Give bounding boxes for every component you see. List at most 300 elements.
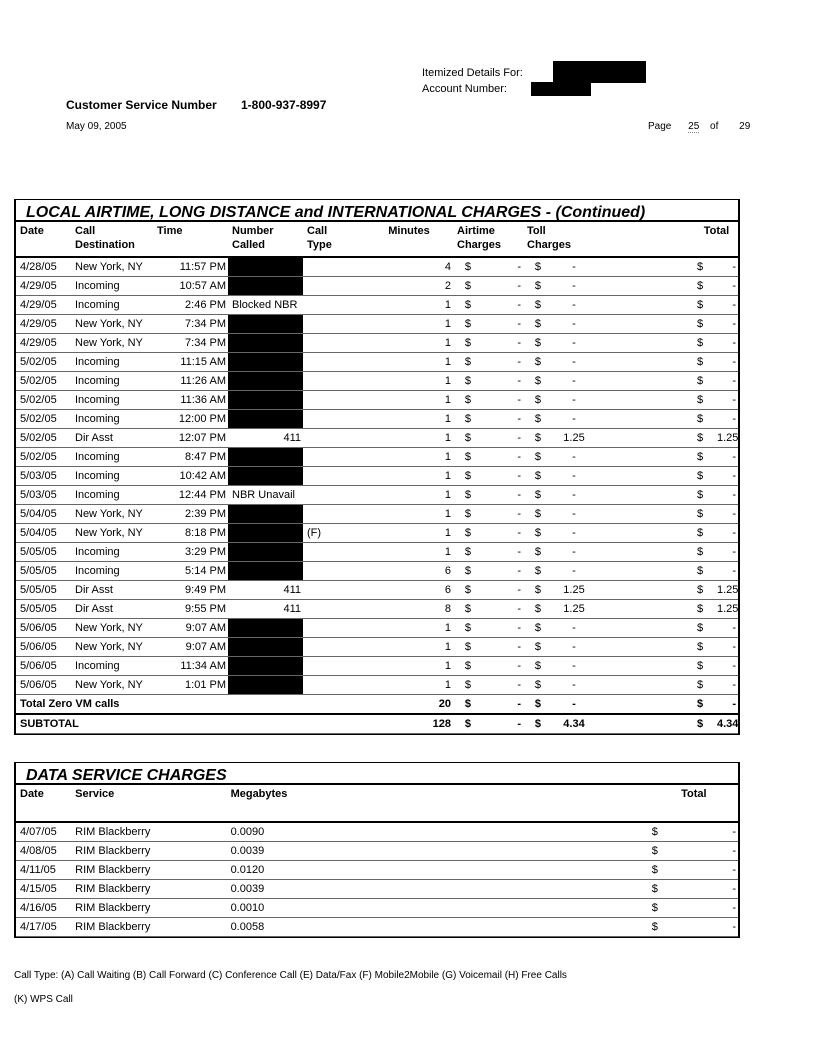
number-called: Blocked NBR bbox=[228, 296, 303, 315]
wps-call-legend: (K) WPS Call bbox=[14, 994, 73, 1005]
total-charge: - bbox=[713, 543, 738, 562]
airtime-currency: $ bbox=[453, 619, 473, 638]
total-charge: 1.25 bbox=[713, 581, 738, 600]
airtime-currency: $ bbox=[453, 277, 473, 296]
call-time: 11:36 AM bbox=[153, 391, 228, 410]
call-minutes: 1 bbox=[363, 353, 453, 372]
data-total-currency: $ bbox=[648, 822, 688, 842]
toll-currency: $ bbox=[523, 581, 543, 600]
total-currency: $ bbox=[693, 562, 713, 581]
call-destination: Dir Asst bbox=[71, 581, 153, 600]
subtotal-row-label: SUBTOTAL bbox=[16, 714, 363, 734]
airtime-currency: $ bbox=[453, 429, 473, 448]
airtime-currency: $ bbox=[453, 467, 473, 486]
call-destination: New York, NY bbox=[71, 505, 153, 524]
airtime-charge: - bbox=[473, 257, 523, 277]
calls-header-row bbox=[16, 222, 738, 257]
toll-charge: - bbox=[543, 353, 603, 372]
call-date: 5/03/05 bbox=[16, 486, 71, 505]
data-row bbox=[16, 880, 738, 899]
data-total: - bbox=[688, 880, 738, 899]
airtime-charge: - bbox=[473, 524, 523, 543]
redacted-number bbox=[228, 543, 303, 562]
airtime-charge: - bbox=[473, 429, 523, 448]
call-date: 5/05/05 bbox=[16, 543, 71, 562]
call-destination: Incoming bbox=[71, 448, 153, 467]
total-currency: $ bbox=[693, 657, 713, 676]
toll-charge: - bbox=[543, 315, 603, 334]
toll-charge: - bbox=[543, 334, 603, 353]
call-type bbox=[303, 257, 363, 277]
col-megabytes: Megabytes bbox=[227, 785, 648, 822]
total-charge: - bbox=[713, 467, 738, 486]
toll-currency: $ bbox=[523, 315, 543, 334]
total-charge: 1.25 bbox=[713, 429, 738, 448]
spacer bbox=[603, 714, 693, 734]
toll-currency: $ bbox=[523, 486, 543, 505]
redacted-number bbox=[228, 277, 303, 296]
toll-charge: - bbox=[543, 619, 603, 638]
airtime-charge: - bbox=[473, 372, 523, 391]
spacer bbox=[603, 581, 693, 600]
zero-vm-row-airtime: - bbox=[473, 695, 523, 715]
call-time: 9:07 AM bbox=[153, 619, 228, 638]
total-charge: - bbox=[713, 486, 738, 505]
data-total: - bbox=[688, 918, 738, 937]
call-destination: Incoming bbox=[71, 277, 153, 296]
data-service: RIM Blackberry bbox=[71, 861, 226, 880]
call-row bbox=[16, 315, 738, 334]
toll-currency: $ bbox=[523, 467, 543, 486]
total-charge: - bbox=[713, 334, 738, 353]
airtime-charge: - bbox=[473, 391, 523, 410]
call-type: (F) bbox=[303, 524, 363, 543]
airtime-currency: $ bbox=[453, 410, 473, 429]
call-type bbox=[303, 600, 363, 619]
customer-service-number: 1-800-937-8997 bbox=[241, 98, 327, 112]
total-currency: $ bbox=[693, 277, 713, 296]
col-minutes: Minutes bbox=[363, 222, 453, 257]
data-total: - bbox=[688, 861, 738, 880]
spacer bbox=[603, 486, 693, 505]
airtime-charge: - bbox=[473, 619, 523, 638]
toll-charge: - bbox=[543, 257, 603, 277]
total-charge: - bbox=[713, 296, 738, 315]
redacted-number bbox=[228, 638, 303, 657]
subtotal-row bbox=[16, 714, 738, 734]
data-megabytes: 0.0090 bbox=[227, 822, 648, 842]
total-currency: $ bbox=[693, 505, 713, 524]
call-row bbox=[16, 638, 738, 657]
zero-vm-row bbox=[16, 695, 738, 715]
airtime-charge: - bbox=[473, 638, 523, 657]
call-date: 5/02/05 bbox=[16, 391, 71, 410]
call-destination: New York, NY bbox=[71, 334, 153, 353]
total-currency: $ bbox=[693, 296, 713, 315]
call-date: 4/29/05 bbox=[16, 277, 71, 296]
redacted-number bbox=[228, 448, 303, 467]
airtime-currency: $ bbox=[453, 296, 473, 315]
toll-charge: - bbox=[543, 543, 603, 562]
call-row bbox=[16, 562, 738, 581]
call-row bbox=[16, 581, 738, 600]
airtime-charge: - bbox=[473, 486, 523, 505]
call-destination: New York, NY bbox=[71, 676, 153, 695]
col-number: Number Called bbox=[228, 222, 303, 257]
total-charge: - bbox=[713, 257, 738, 277]
redacted-number bbox=[228, 372, 303, 391]
call-type bbox=[303, 372, 363, 391]
spacer bbox=[603, 353, 693, 372]
call-minutes: 1 bbox=[363, 448, 453, 467]
call-type bbox=[303, 467, 363, 486]
total-charge: - bbox=[713, 391, 738, 410]
data-date: 4/17/05 bbox=[16, 918, 71, 937]
toll-currency: $ bbox=[523, 600, 543, 619]
airtime-charge: - bbox=[473, 410, 523, 429]
airtime-currency: $ bbox=[453, 638, 473, 657]
call-type bbox=[303, 543, 363, 562]
airtime-currency: $ bbox=[453, 353, 473, 372]
customer-service-label: Customer Service Number bbox=[66, 98, 217, 112]
data-total: - bbox=[688, 822, 738, 842]
toll-charge: 1.25 bbox=[543, 600, 603, 619]
call-minutes: 1 bbox=[363, 315, 453, 334]
airtime-currency: $ bbox=[453, 505, 473, 524]
call-destination: Incoming bbox=[71, 467, 153, 486]
section-title: LOCAL AIRTIME, LONG DISTANCE and INTERNATIONAL CHARGES - (Continued) bbox=[16, 200, 738, 222]
spacer bbox=[603, 505, 693, 524]
call-type-legend: Call Type: (A) Call Waiting (B) Call Forward (C) Conference Call (E) Data/Fax (F) Mobile2Mobile (G) Voicemail (H) Free Calls bbox=[14, 970, 567, 981]
total-charge: - bbox=[713, 372, 738, 391]
data-section-title: DATA SERVICE CHARGES bbox=[16, 763, 738, 785]
call-destination: Incoming bbox=[71, 410, 153, 429]
call-date: 5/06/05 bbox=[16, 638, 71, 657]
call-minutes: 1 bbox=[363, 296, 453, 315]
total-currency: $ bbox=[693, 543, 713, 562]
call-date: 5/05/05 bbox=[16, 562, 71, 581]
local-airtime-section bbox=[14, 199, 740, 735]
call-type bbox=[303, 334, 363, 353]
call-row bbox=[16, 296, 738, 315]
call-destination: Dir Asst bbox=[71, 600, 153, 619]
airtime-currency: $ bbox=[453, 543, 473, 562]
data-service: RIM Blackberry bbox=[71, 880, 226, 899]
call-date: 5/06/05 bbox=[16, 657, 71, 676]
toll-charge: - bbox=[543, 638, 603, 657]
redacted-number bbox=[228, 619, 303, 638]
redacted-account-number bbox=[531, 82, 591, 96]
call-destination: New York, NY bbox=[71, 638, 153, 657]
call-time: 7:34 PM bbox=[153, 334, 228, 353]
call-time: 11:34 AM bbox=[153, 657, 228, 676]
call-time: 3:29 PM bbox=[153, 543, 228, 562]
airtime-currency: $ bbox=[453, 448, 473, 467]
data-service: RIM Blackberry bbox=[71, 899, 226, 918]
call-row bbox=[16, 505, 738, 524]
redacted-number bbox=[228, 467, 303, 486]
call-minutes: 1 bbox=[363, 676, 453, 695]
total-currency: $ bbox=[693, 619, 713, 638]
airtime-charge: - bbox=[473, 600, 523, 619]
total-charge: - bbox=[713, 638, 738, 657]
call-date: 4/29/05 bbox=[16, 334, 71, 353]
total-charge: - bbox=[713, 315, 738, 334]
airtime-charge: - bbox=[473, 676, 523, 695]
total-currency: $ bbox=[693, 391, 713, 410]
total-currency: $ bbox=[693, 429, 713, 448]
total-currency: $ bbox=[693, 486, 713, 505]
airtime-charge: - bbox=[473, 543, 523, 562]
airtime-currency: $ bbox=[453, 524, 473, 543]
spacer bbox=[603, 448, 693, 467]
call-destination: New York, NY bbox=[71, 524, 153, 543]
call-minutes: 1 bbox=[363, 334, 453, 353]
airtime-currency: $ bbox=[453, 257, 473, 277]
data-row bbox=[16, 822, 738, 842]
number-called: 411 bbox=[228, 600, 303, 619]
toll-charge: - bbox=[543, 505, 603, 524]
call-destination: Incoming bbox=[71, 391, 153, 410]
toll-currency: $ bbox=[523, 257, 543, 277]
total-charge: - bbox=[713, 619, 738, 638]
total-currency: $ bbox=[693, 467, 713, 486]
zero-vm-row-label: Total Zero VM calls bbox=[16, 695, 363, 715]
redacted-number bbox=[228, 657, 303, 676]
call-minutes: 1 bbox=[363, 524, 453, 543]
call-type bbox=[303, 296, 363, 315]
data-table bbox=[16, 785, 738, 937]
total-currency: $ bbox=[693, 372, 713, 391]
account-number-label: Account Number: bbox=[422, 83, 507, 95]
toll-charge: - bbox=[543, 562, 603, 581]
data-megabytes: 0.0120 bbox=[227, 861, 648, 880]
total-currency: $ bbox=[693, 676, 713, 695]
call-date: 4/29/05 bbox=[16, 315, 71, 334]
data-service: RIM Blackberry bbox=[71, 842, 226, 861]
toll-charge: - bbox=[543, 391, 603, 410]
call-date: 4/28/05 bbox=[16, 257, 71, 277]
toll-currency: $ bbox=[523, 372, 543, 391]
col-toll: Toll Charges bbox=[523, 222, 603, 257]
airtime-charge: - bbox=[473, 448, 523, 467]
call-time: 8:18 PM bbox=[153, 524, 228, 543]
spacer bbox=[603, 372, 693, 391]
page-total: 29 bbox=[739, 121, 751, 132]
total-charge: - bbox=[713, 410, 738, 429]
total-charge: - bbox=[713, 562, 738, 581]
call-row bbox=[16, 486, 738, 505]
spacer bbox=[603, 334, 693, 353]
call-type bbox=[303, 315, 363, 334]
redacted-number bbox=[228, 676, 303, 695]
total-charge: - bbox=[713, 448, 738, 467]
call-minutes: 1 bbox=[363, 467, 453, 486]
toll-currency: $ bbox=[523, 277, 543, 296]
call-type bbox=[303, 619, 363, 638]
call-minutes: 1 bbox=[363, 429, 453, 448]
airtime-currency: $ bbox=[453, 676, 473, 695]
call-type bbox=[303, 581, 363, 600]
call-date: 5/02/05 bbox=[16, 353, 71, 372]
call-row bbox=[16, 277, 738, 296]
page-of: of bbox=[710, 121, 719, 132]
number-called: 411 bbox=[228, 581, 303, 600]
airtime-currency: $ bbox=[453, 486, 473, 505]
call-destination: Incoming bbox=[71, 562, 153, 581]
data-service: RIM Blackberry bbox=[71, 822, 226, 842]
call-row bbox=[16, 334, 738, 353]
spacer bbox=[603, 524, 693, 543]
airtime-currency: $ bbox=[453, 581, 473, 600]
call-time: 11:15 AM bbox=[153, 353, 228, 372]
toll-currency: $ bbox=[523, 334, 543, 353]
airtime-currency: $ bbox=[453, 600, 473, 619]
toll-charge: - bbox=[543, 277, 603, 296]
call-time: 9:55 PM bbox=[153, 600, 228, 619]
redacted-number bbox=[228, 505, 303, 524]
call-row bbox=[16, 657, 738, 676]
call-time: 9:49 PM bbox=[153, 581, 228, 600]
call-date: 5/03/05 bbox=[16, 467, 71, 486]
call-row bbox=[16, 257, 738, 277]
toll-currency: $ bbox=[523, 353, 543, 372]
call-row bbox=[16, 448, 738, 467]
toll-currency: $ bbox=[523, 657, 543, 676]
subtotal-row-airtime-currency: $ bbox=[453, 714, 473, 734]
call-destination: New York, NY bbox=[71, 315, 153, 334]
call-type bbox=[303, 410, 363, 429]
call-row bbox=[16, 600, 738, 619]
total-charge: - bbox=[713, 277, 738, 296]
calls-table bbox=[16, 222, 738, 734]
total-charge: - bbox=[713, 505, 738, 524]
toll-charge: - bbox=[543, 296, 603, 315]
total-currency: $ bbox=[693, 600, 713, 619]
data-total: - bbox=[688, 842, 738, 861]
toll-currency: $ bbox=[523, 562, 543, 581]
itemized-details-label: Itemized Details For: bbox=[422, 67, 523, 79]
call-type bbox=[303, 676, 363, 695]
total-currency: $ bbox=[693, 448, 713, 467]
toll-currency: $ bbox=[523, 391, 543, 410]
data-date: 4/11/05 bbox=[16, 861, 71, 880]
data-service: RIM Blackberry bbox=[71, 918, 226, 937]
total-charge: - bbox=[713, 353, 738, 372]
col-type: Call Type bbox=[303, 222, 363, 257]
redacted-number bbox=[228, 257, 303, 277]
call-time: 10:42 AM bbox=[153, 467, 228, 486]
spacer bbox=[603, 467, 693, 486]
airtime-currency: $ bbox=[453, 562, 473, 581]
call-minutes: 1 bbox=[363, 372, 453, 391]
call-minutes: 4 bbox=[363, 257, 453, 277]
toll-currency: $ bbox=[523, 676, 543, 695]
call-type bbox=[303, 448, 363, 467]
total-charge: - bbox=[713, 657, 738, 676]
toll-charge: - bbox=[543, 467, 603, 486]
spacer bbox=[603, 410, 693, 429]
col-date: Date bbox=[16, 222, 71, 257]
airtime-charge: - bbox=[473, 562, 523, 581]
call-date: 5/04/05 bbox=[16, 505, 71, 524]
airtime-currency: $ bbox=[453, 334, 473, 353]
zero-vm-row-toll-currency: $ bbox=[523, 695, 543, 715]
airtime-charge: - bbox=[473, 296, 523, 315]
call-date: 5/02/05 bbox=[16, 429, 71, 448]
call-type bbox=[303, 657, 363, 676]
spacer bbox=[603, 391, 693, 410]
call-date: 5/02/05 bbox=[16, 372, 71, 391]
spacer bbox=[603, 315, 693, 334]
col-destination: Call Destination bbox=[71, 222, 153, 257]
page-indicator bbox=[648, 121, 750, 133]
call-time: 11:26 AM bbox=[153, 372, 228, 391]
toll-currency: $ bbox=[523, 410, 543, 429]
call-date: 5/06/05 bbox=[16, 619, 71, 638]
call-destination: Incoming bbox=[71, 486, 153, 505]
call-minutes: 6 bbox=[363, 562, 453, 581]
spacer bbox=[603, 676, 693, 695]
statement-date: May 09, 2005 bbox=[66, 121, 127, 132]
data-row bbox=[16, 899, 738, 918]
call-destination: New York, NY bbox=[71, 619, 153, 638]
airtime-charge: - bbox=[473, 353, 523, 372]
toll-charge: 1.25 bbox=[543, 581, 603, 600]
call-row bbox=[16, 467, 738, 486]
data-total-currency: $ bbox=[648, 842, 688, 861]
call-row bbox=[16, 353, 738, 372]
spacer bbox=[603, 619, 693, 638]
airtime-currency: $ bbox=[453, 391, 473, 410]
data-row bbox=[16, 918, 738, 937]
toll-charge: - bbox=[543, 410, 603, 429]
col-total: Total bbox=[693, 222, 738, 257]
spacer bbox=[603, 296, 693, 315]
data-date: 4/15/05 bbox=[16, 880, 71, 899]
data-date: 4/07/05 bbox=[16, 822, 71, 842]
toll-currency: $ bbox=[523, 448, 543, 467]
toll-charge: - bbox=[543, 676, 603, 695]
redacted-number bbox=[228, 524, 303, 543]
subtotal-row-minutes: 128 bbox=[363, 714, 453, 734]
call-row bbox=[16, 676, 738, 695]
zero-vm-row-toll: - bbox=[543, 695, 603, 715]
total-currency: $ bbox=[693, 334, 713, 353]
spacer bbox=[603, 277, 693, 296]
call-time: 2:46 PM bbox=[153, 296, 228, 315]
data-total-currency: $ bbox=[648, 880, 688, 899]
call-date: 5/06/05 bbox=[16, 676, 71, 695]
total-currency: $ bbox=[693, 638, 713, 657]
data-megabytes: 0.0010 bbox=[227, 899, 648, 918]
data-megabytes: 0.0039 bbox=[227, 880, 648, 899]
spacer bbox=[603, 638, 693, 657]
redacted-number bbox=[228, 334, 303, 353]
zero-vm-row-total-currency: $ bbox=[693, 695, 713, 715]
zero-vm-row-total: - bbox=[713, 695, 738, 715]
spacer bbox=[603, 562, 693, 581]
airtime-charge: - bbox=[473, 334, 523, 353]
call-minutes: 1 bbox=[363, 486, 453, 505]
call-time: 12:07 PM bbox=[153, 429, 228, 448]
page-number: 25 bbox=[688, 121, 700, 132]
total-currency: $ bbox=[693, 315, 713, 334]
col-data-total: Total bbox=[648, 785, 738, 822]
data-total: - bbox=[688, 899, 738, 918]
total-currency: $ bbox=[693, 410, 713, 429]
call-date: 5/02/05 bbox=[16, 448, 71, 467]
